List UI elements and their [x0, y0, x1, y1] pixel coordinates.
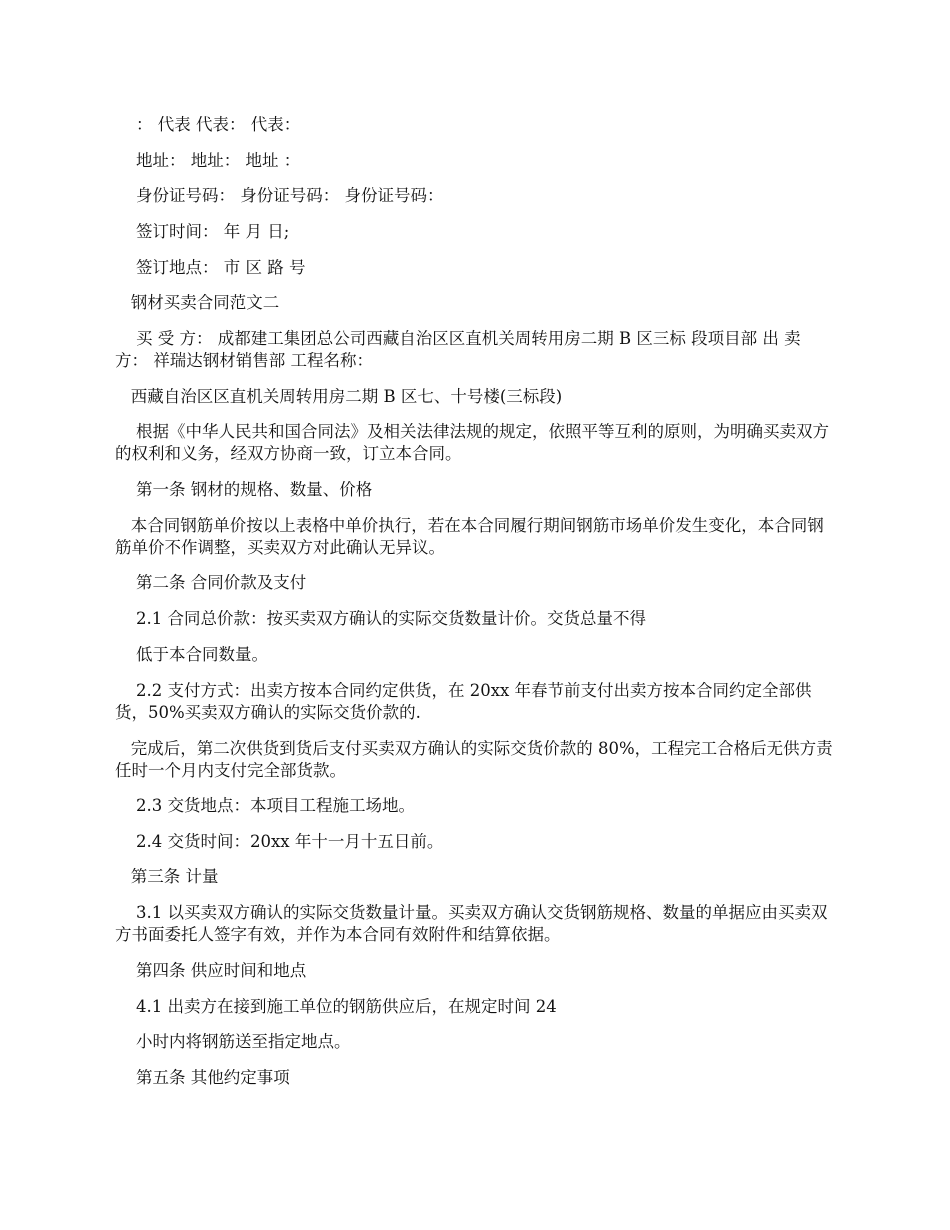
- signing-place-line: 签订地点： 市 区 路 号: [115, 258, 306, 277]
- clause-3-1-paragraph: 3.1 以买卖双方确认的实际交货数量计量。买卖双方确认交货钢筋规格、数量的单据应由买卖双方书面委托人签字有效，并作为本合同有效附件和结算依据。: [115, 903, 828, 944]
- article-1-paragraph: 本合同钢筋单价按以上表格中单价执行，若在本合同履行期间钢筋市场单价发生变化，本合同钢筋单价不作调整，买卖双方对此确认无异议。: [115, 516, 824, 557]
- article-1-heading: 第一条 钢材的规格、数量、价格: [115, 480, 373, 499]
- clause-2-2-paragraph: 2.2 支付方式：出卖方按本合同约定供货，在 20xx 年春节前支付出卖方按本合同约定全部供货，50%买卖双方确认的实际交货价款的.: [115, 681, 812, 722]
- representative-line: ： 代表 代表： 代表：: [115, 115, 301, 134]
- signing-time-line: 签订时间： 年 月 日;: [115, 222, 290, 241]
- clause-4-1-line: 4.1 出卖方在接到施工单位的钢筋供应后，在规定时间 24: [115, 997, 557, 1016]
- section-title: 钢材买卖合同范文二: [115, 293, 280, 312]
- preamble-paragraph: 根据《中华人民共和国合同法》及相关法律法规的规定，依照平等互利的原则，为明确买卖双方的权利和义务，经双方协商一致，订立本合同。: [115, 422, 829, 463]
- clause-2-1-line: 2.1 合同总价款：按买卖双方确认的实际交货数量计价。交货总量不得: [115, 609, 646, 628]
- parties-paragraph: 买 受 方： 成都建工集团总公司西藏自治区区直机关周转用房二期 B 区三标 段项目部 出 卖 方： 祥瑞达钢材销售部 工程名称：: [115, 329, 801, 370]
- article-2-heading: 第二条 合同价款及支付: [115, 573, 307, 592]
- article-4-heading: 第四条 供应时间和地点: [115, 961, 307, 980]
- clause-2-2-continuation: 完成后，第二次供货到货后支付买卖双方确认的实际交货价款的 80%，工程完工合格后无供方责任时一个月内支付完全部货款。: [115, 739, 833, 780]
- article-3-heading: 第三条 计量: [115, 867, 219, 886]
- clause-2-1-continuation: 低于本合同数量。: [115, 645, 268, 664]
- article-5-heading: 第五条 其他约定事项: [115, 1068, 290, 1087]
- address-line: 地址： 地址： 地址 ：: [115, 151, 301, 170]
- id-number-line: 身份证号码： 身份证号码： 身份证号码：: [115, 186, 444, 205]
- clause-4-1-continuation: 小时内将钢筋送至指定地点。: [115, 1032, 351, 1051]
- clause-2-3-line: 2.3 交货地点：本项目工程施工场地。: [115, 796, 415, 815]
- project-name-line: 西藏自治区区直机关周转用房二期 B 区七、十号楼(三标段): [115, 387, 563, 406]
- clause-2-4-line: 2.4 交货时间：20xx 年十一月十五日前。: [115, 832, 444, 851]
